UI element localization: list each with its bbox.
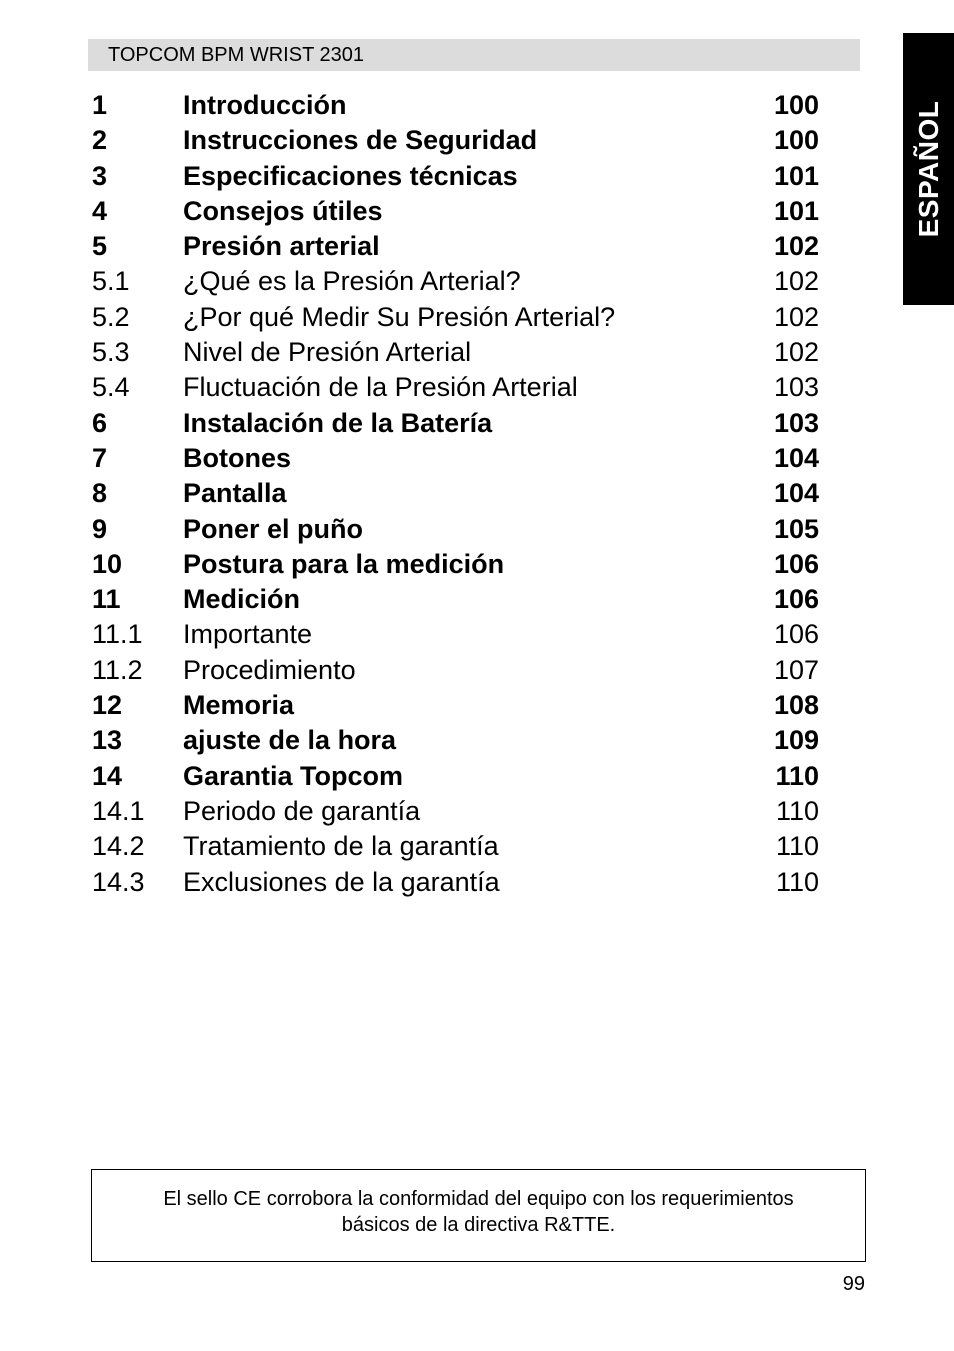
toc-entry-number: 5.3 — [92, 337, 130, 368]
toc-entry-page: 106 — [773, 548, 819, 579]
toc-entry-number: 5 — [92, 231, 108, 262]
toc-entry[interactable] — [92, 194, 822, 229]
toc-entry-number: 11 — [92, 584, 121, 615]
toc-entry[interactable] — [92, 229, 822, 264]
ce-notice-box — [91, 1169, 866, 1262]
toc-entry[interactable] — [92, 441, 822, 476]
toc-entry-page: 109 — [773, 725, 819, 756]
toc-entry-title: Especificaciones técnicas — [183, 160, 518, 191]
toc-entry[interactable] — [92, 617, 822, 652]
toc-entry-title: Instalación de la Batería — [183, 407, 493, 438]
toc-entry[interactable] — [92, 406, 822, 441]
language-tab-label: ESPAÑOL — [912, 100, 944, 238]
toc-entry-number: 13 — [92, 725, 123, 756]
toc-entry-title: Instrucciones de Seguridad — [183, 125, 538, 156]
toc-entry-page: 101 — [773, 160, 819, 191]
toc-entry-page: 105 — [773, 513, 819, 544]
toc-entry-title: Periodo de garantía — [183, 795, 421, 826]
toc-entry-number: 2 — [92, 125, 108, 156]
toc-entry-page: 102 — [773, 231, 819, 262]
toc-entry-number: 14 — [92, 760, 123, 791]
toc-entry-number: 5.4 — [92, 372, 130, 403]
toc-entry-title: Tratamiento de la garantía — [183, 831, 499, 862]
toc-entry-number: 3 — [92, 160, 108, 191]
toc-entry[interactable] — [92, 688, 822, 723]
toc-entry-page: 108 — [773, 690, 819, 721]
toc-entry[interactable] — [92, 723, 822, 758]
header-title: TOPCOM BPM WRIST 2301 — [108, 44, 364, 66]
toc-entry-title: Nivel de Presión Arterial — [183, 337, 472, 368]
toc-entry-page: 102 — [773, 301, 819, 332]
toc-entry-page: 104 — [773, 478, 819, 509]
running-header — [88, 39, 860, 71]
toc-entry-page: 110 — [775, 831, 819, 862]
toc-entry[interactable] — [92, 794, 822, 829]
toc-entry-title: Botones — [183, 442, 291, 473]
toc-entry-page: 100 — [773, 125, 819, 156]
toc-entry[interactable] — [92, 865, 822, 900]
toc-entry-number: 1 — [92, 90, 108, 120]
toc-entry-title: Procedimiento — [183, 654, 356, 685]
toc-entry-number: 5.1 — [92, 266, 130, 297]
toc-entry[interactable] — [92, 370, 822, 405]
toc-entry-number: 14.2 — [92, 831, 145, 862]
toc-entry-number: 6 — [92, 407, 108, 438]
toc-entry[interactable] — [92, 653, 822, 688]
toc-entry-page: 107 — [773, 654, 819, 685]
toc-entry-title: Consejos útiles — [183, 195, 383, 226]
toc-entry-title: Exclusiones de la garantía — [183, 866, 500, 897]
toc-entry[interactable] — [92, 547, 822, 582]
toc-entry-title: Garantia Topcom — [183, 760, 404, 791]
toc-entry-number: 7 — [92, 442, 108, 473]
language-tab — [903, 33, 954, 305]
toc-entry-number: 11.2 — [92, 654, 143, 685]
toc-entry-page: 103 — [773, 407, 819, 438]
toc-entry-page: 110 — [775, 795, 819, 826]
toc-entry-page: 103 — [773, 372, 819, 403]
toc-entry-title: Memoria — [183, 690, 295, 721]
toc-entry-page: 102 — [773, 266, 819, 297]
toc-entry-title: Poner el puño — [183, 513, 364, 544]
toc-entry-title: ajuste de la hora — [183, 725, 397, 756]
ce-notice-line-2: básicos de la directiva R&TTE. — [341, 1214, 616, 1236]
toc-entry-number: 14.1 — [92, 795, 145, 826]
toc-entry-page: 106 — [773, 619, 819, 650]
toc-entry-page: 110 — [775, 866, 819, 897]
toc-entry[interactable] — [92, 88, 822, 123]
toc-entry[interactable] — [92, 759, 822, 794]
toc-entry-page: 106 — [773, 584, 819, 615]
toc-entry-title: Fluctuación de la Presión Arterial — [183, 372, 578, 403]
toc-entry-title: Presión arterial — [183, 231, 380, 262]
toc-entry-page: 100 — [773, 90, 819, 120]
toc-entry[interactable] — [92, 476, 822, 511]
toc-entry[interactable] — [92, 582, 822, 617]
toc-entry-page: 104 — [773, 442, 819, 473]
toc-entry-title: ¿Por qué Medir Su Presión Arterial? — [183, 301, 616, 332]
toc-entry-number: 12 — [92, 690, 123, 721]
toc-entry[interactable] — [92, 264, 822, 299]
toc-entry[interactable] — [92, 335, 822, 370]
toc-entry-title: Introducción — [183, 90, 347, 120]
toc-entry-title: Importante — [183, 619, 313, 650]
toc-entry[interactable] — [92, 829, 822, 864]
toc-entry-title: Pantalla — [183, 478, 287, 509]
toc-entry-page: 101 — [773, 195, 819, 226]
toc-entry-page: 102 — [773, 337, 819, 368]
toc-entry[interactable] — [92, 512, 822, 547]
toc-entry-number: 8 — [92, 478, 108, 509]
toc-entry-title: Medición — [183, 584, 301, 615]
toc-entry-number: 14.3 — [92, 866, 145, 897]
table-of-contents — [92, 88, 822, 900]
toc-entry-number: 10 — [92, 548, 123, 579]
toc-entry-number: 5.2 — [92, 301, 130, 332]
ce-notice-line-1: El sello CE corrobora la conformidad del equipo con los requerimientos — [163, 1188, 794, 1210]
toc-entry-number: 11.1 — [92, 619, 143, 650]
toc-entry-title: Postura para la medición — [183, 548, 505, 579]
toc-entry-number: 4 — [92, 195, 108, 226]
toc-entry[interactable] — [92, 300, 822, 335]
toc-entry-page: 110 — [775, 760, 819, 791]
toc-entry[interactable] — [92, 159, 822, 194]
toc-entry-title: ¿Qué es la Presión Arterial? — [183, 266, 521, 297]
toc-entry[interactable] — [92, 123, 822, 158]
page-number: 99 — [842, 1273, 865, 1295]
toc-entry-number: 9 — [92, 513, 108, 544]
